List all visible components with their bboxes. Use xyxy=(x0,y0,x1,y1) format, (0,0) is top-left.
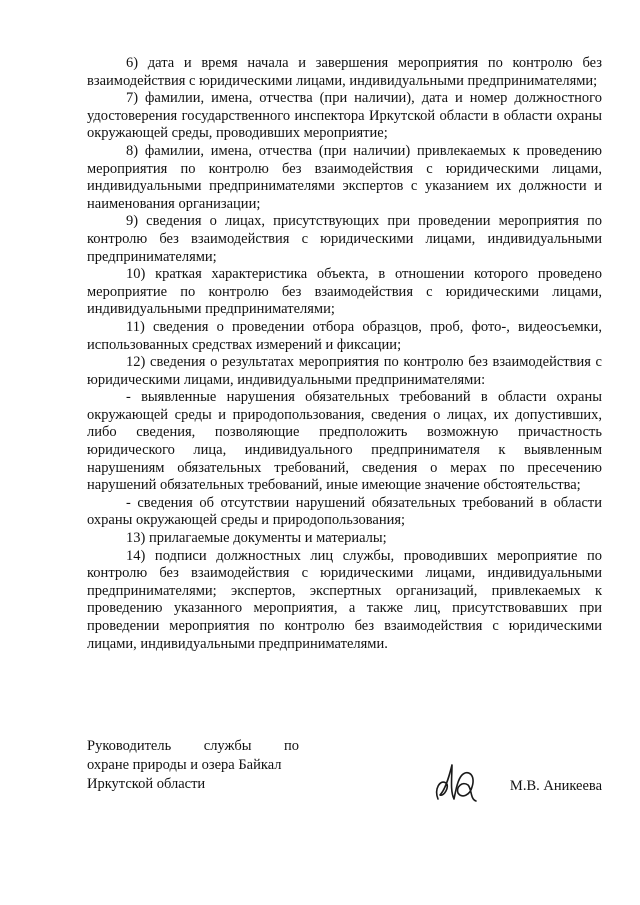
list-item: 9) сведения о лицах, присутствующих при проведении мероприятия по контролю без взаимодействия с юридическими лицами, индивидуальными предпринимателями; xyxy=(87,213,602,265)
signatory-name: М.В. Аникеева xyxy=(509,778,602,794)
list-item: 6) дата и время начала и завершения мероприятия по контролю без взаимодействия с юридическими лицами, индивидуальными предпринимателями; xyxy=(87,55,602,89)
signatory-position-line: Руководитель службы по xyxy=(87,738,299,754)
list-item: 10) краткая характеристика объекта, в отношении которого проведено мероприятие по контролю без взаимодействия с юридическими лицами, индивидуальными предпринимателями; xyxy=(87,266,602,318)
sub-list-item: - сведения об отсутствии нарушений обязательных требований в области охраны окружающей среды и природопользования; xyxy=(87,494,602,529)
signatory-position-line: Иркутской области xyxy=(87,776,206,792)
signatory-position-line: охране природы и озера Байкал xyxy=(87,757,282,773)
signatory-position xyxy=(87,737,299,794)
list-item: 8) фамилии, имена, отчества (при наличии) привлекаемых к проведению мероприятия по контролю без взаимодействия с юридическими лицами, индивидуальными предпринимателями экспертов с указанием их должности и наименования организации; xyxy=(87,142,602,212)
list-item: 7) фамилии, имена, отчества (при наличии), дата и номер должностного удостоверения государственного инспектора Иркутской области в области охраны окружающей среды, проводивших мероприятие; xyxy=(87,90,602,142)
sub-list-item: - выявленные нарушения обязательных требований в области охраны окружающей среды и природопользования, сведения о лицах, их допустивших, либо сведения, позволяющие предположить возможную причастность юридического лица, индивидуального предпринимателя к выявленным нарушениям обязательных требований, сведения о мерах по пресечению нарушений обязательных требований, иные имеющие значение обстоятельства; xyxy=(87,389,602,494)
handwritten-signature xyxy=(432,759,480,809)
list-item: 12) сведения о результатах мероприятия по контролю без взаимодействия с юридическими лицами, индивидуальными предпринимателями: xyxy=(87,354,602,388)
document-body xyxy=(87,55,602,653)
list-item: 11) сведения о проведении отбора образцов, проб, фото-, видеосъемки, использованных средствах измерений и фиксации; xyxy=(87,318,602,353)
list-item: 14) подписи должностных лиц службы, проводивших мероприятие по контролю без взаимодействия с юридическими лицами, индивидуальными предпринимателями; экспертов, экспертных организаций, привлекаемых к проведению указанного мероприятия, а также лиц, присутствовавших при проведении мероприятия по контролю без взаимодействия с юридическими лицами, индивидуальными предпринимателями. xyxy=(87,547,602,652)
signature-block xyxy=(87,737,602,827)
list-item: 13) прилагаемые документы и материалы; xyxy=(126,530,387,547)
